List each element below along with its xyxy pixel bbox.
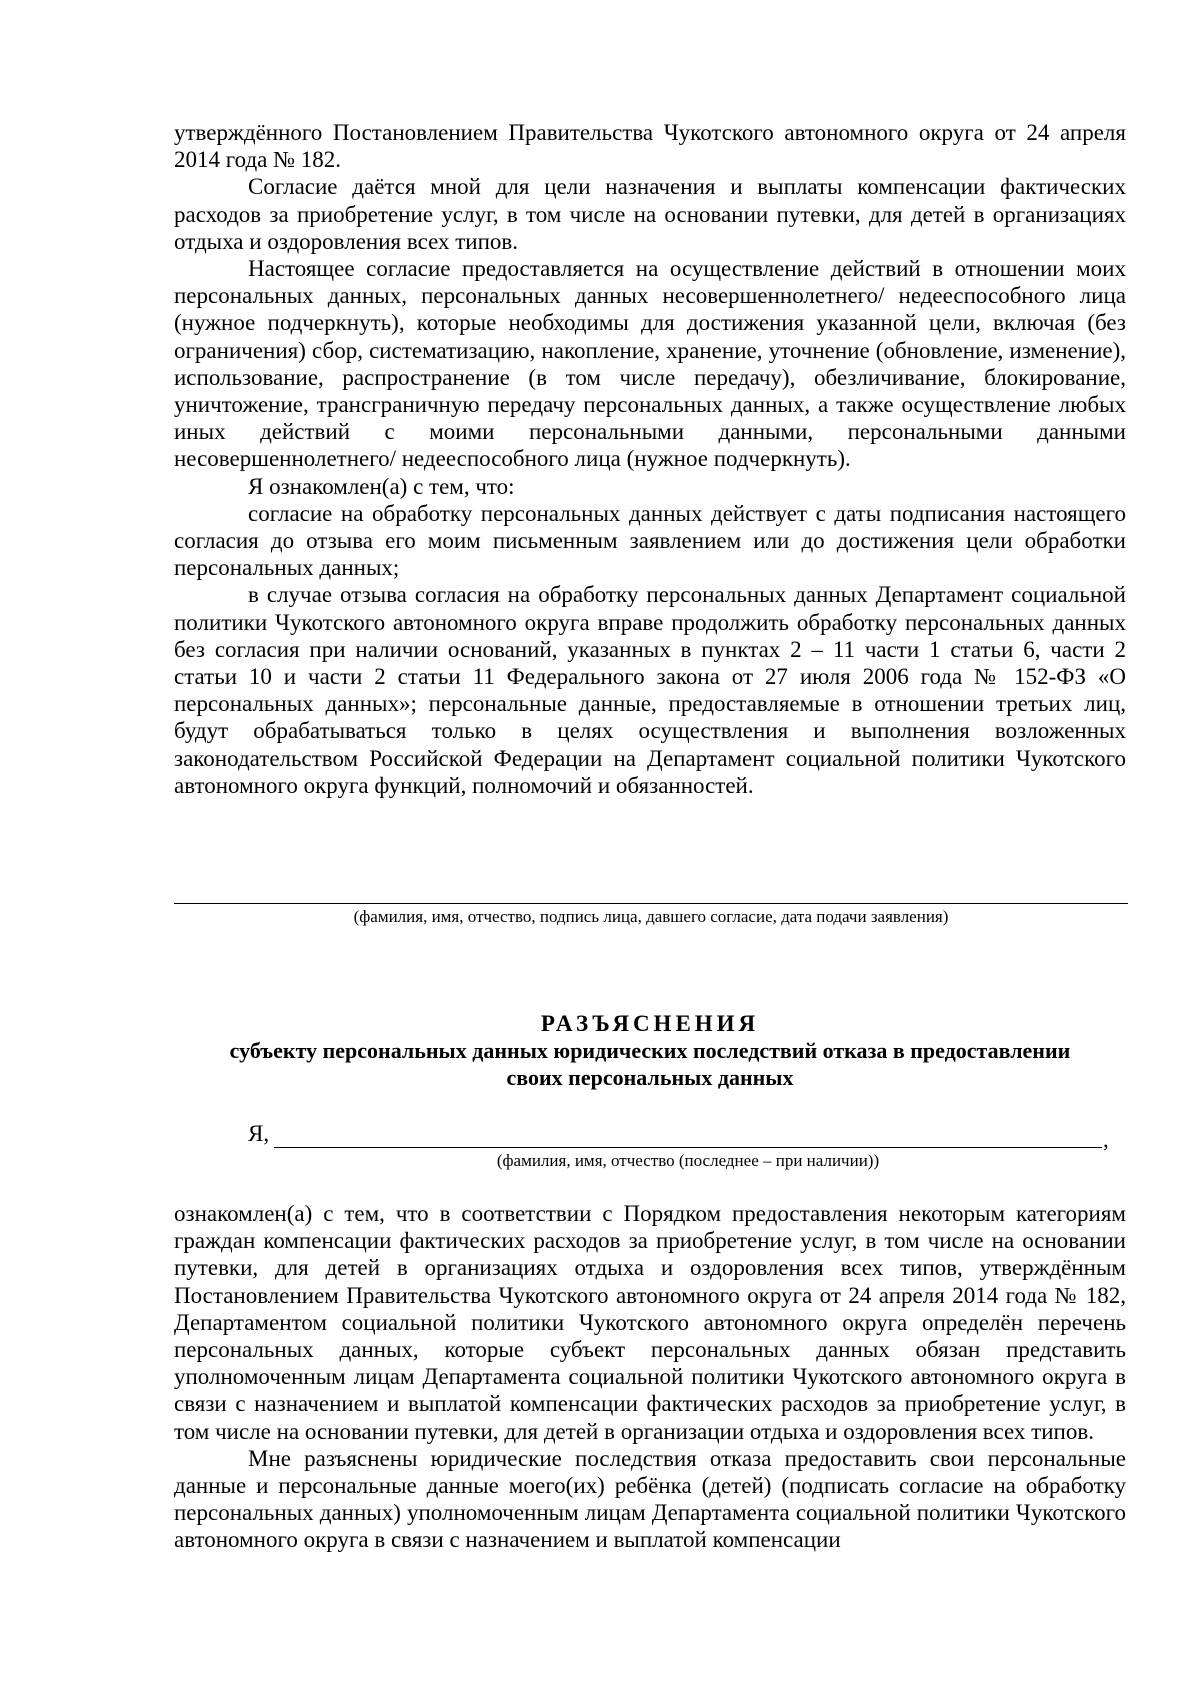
- paragraph-consent-actions: Настоящее согласие предоставляется на осуществление действий в отношении моих персональных данных, персональных данных несовершеннолетнего/ недееспособного лица (нужное подчеркнуть), которые необходимы для достижения указанной цели, включая (без ограничения) сбор, систематизацию, накопление, хранение, уточнение (обновление, изменение), использование, распространение (в том числе передачу), обезличивание, блокирование, уничтожение, трансграничную передачу персональных данных, а также осуществление любых иных действий с моими персональными данными, персональными данными несовершеннолетнего/ недееспособного лица (нужное подчеркнуть).: [174, 256, 1126, 472]
- paragraph-refusal-consequences: Мне разъяснены юридические последствия отказа предоставить свои персональные данные и персональные данные моего(их) ребёнка (детей) (подписать согласие на обработку персональных данных) уполномоченным лицам Департамента социальной политики Чукотского автономного округа в связи с назначением и выплатой компенсации: [174, 1445, 1126, 1553]
- explanations-heading: [174, 1010, 1126, 1091]
- heading-subtitle-line1: субъекту персональных данных юридических последствий отказа в предоставлении: [229, 1038, 1071, 1063]
- signature-line: [174, 903, 1128, 904]
- name-field-suffix: ,: [1103, 1127, 1109, 1152]
- heading-title: РАЗЪЯСНЕНИЯ: [540, 1011, 760, 1036]
- paragraph-consent-withdrawal: в случае отзыва согласия на обработку персональных данных Департамент социальной политики Чукотского автономного округа вправе продолжить обработку персональных данных без согласия при наличии оснований, указанных в пунктах 2 – 11 части 1 статьи 6, части 2 статьи 10 и части 2 статьи 11 Федерального закона от 27 июля 2006 года № 152-ФЗ «О персональных данных»; персональные данные, предоставляемые в отношении третьих лиц, будут обрабатываться только в целях осуществления и выполнения возложенных законодательством Российской Федерации на Департамент социальной политики Чукотского автономного округа функций, полномочий и обязанностей.: [174, 582, 1126, 798]
- explanation-text-block: [174, 1200, 1126, 1554]
- paragraph-consent-purpose: Согласие даётся мной для цели назначения и выплаты компенсации фактических расходов за приобретение услуг, в том числе на основании путевки, для детей в организациях отдыха и оздоровления всех типов.: [174, 174, 1126, 254]
- name-field-caption: (фамилия, имя, отчество (последнее – при наличии)): [496, 1151, 880, 1170]
- paragraph-acknowledgement-intro: Я ознакомлен(а) с тем, что:: [248, 473, 515, 499]
- signature-caption: (фамилия, имя, отчество, подпись лица, давшего согласие, дата подачи заявления): [353, 907, 949, 926]
- paragraph-consent-validity: согласие на обработку персональных данных действует с даты подписания настоящего согласия до отзыва его моим письменным заявлением или до достижения цели обработки персональных данных;: [174, 500, 1126, 581]
- heading-subtitle-line2: своих персональных данных: [506, 1065, 794, 1090]
- name-field-prefix: Я,: [248, 1121, 270, 1146]
- consent-text-block: [174, 119, 1126, 799]
- name-field-line: [274, 1147, 1102, 1148]
- paragraph-acknowledged-procedure: ознакомлен(а) с тем, что в соответствии с Порядком предоставления некоторым категориям граждан компенсации фактических расходов за приобретение услуг, в том числе на основании путевки, для детей в организациях отдыха и оздоровления всех типов, утверждённым Постановлением Правительства Чукотского автономного округа от 24 апреля 2014 года № 182, Департаментом социальной политики Чукотского автономного округа определён перечень персональных данных, которые субъект персональных данных обязан представить уполномоченным лицам Департамента социальной политики Чукотского автономного округа в связи с назначением и выплатой компенсации фактических расходов за приобретение услуг, в том числе на основании путевки, для детей в организации отдыха и оздоровления всех типов.: [174, 1201, 1126, 1444]
- paragraph-decree-continuation: утверждённого Постановлением Правительства Чукотского автономного округа от 24 апреля 2014 года № 182.: [174, 120, 1126, 173]
